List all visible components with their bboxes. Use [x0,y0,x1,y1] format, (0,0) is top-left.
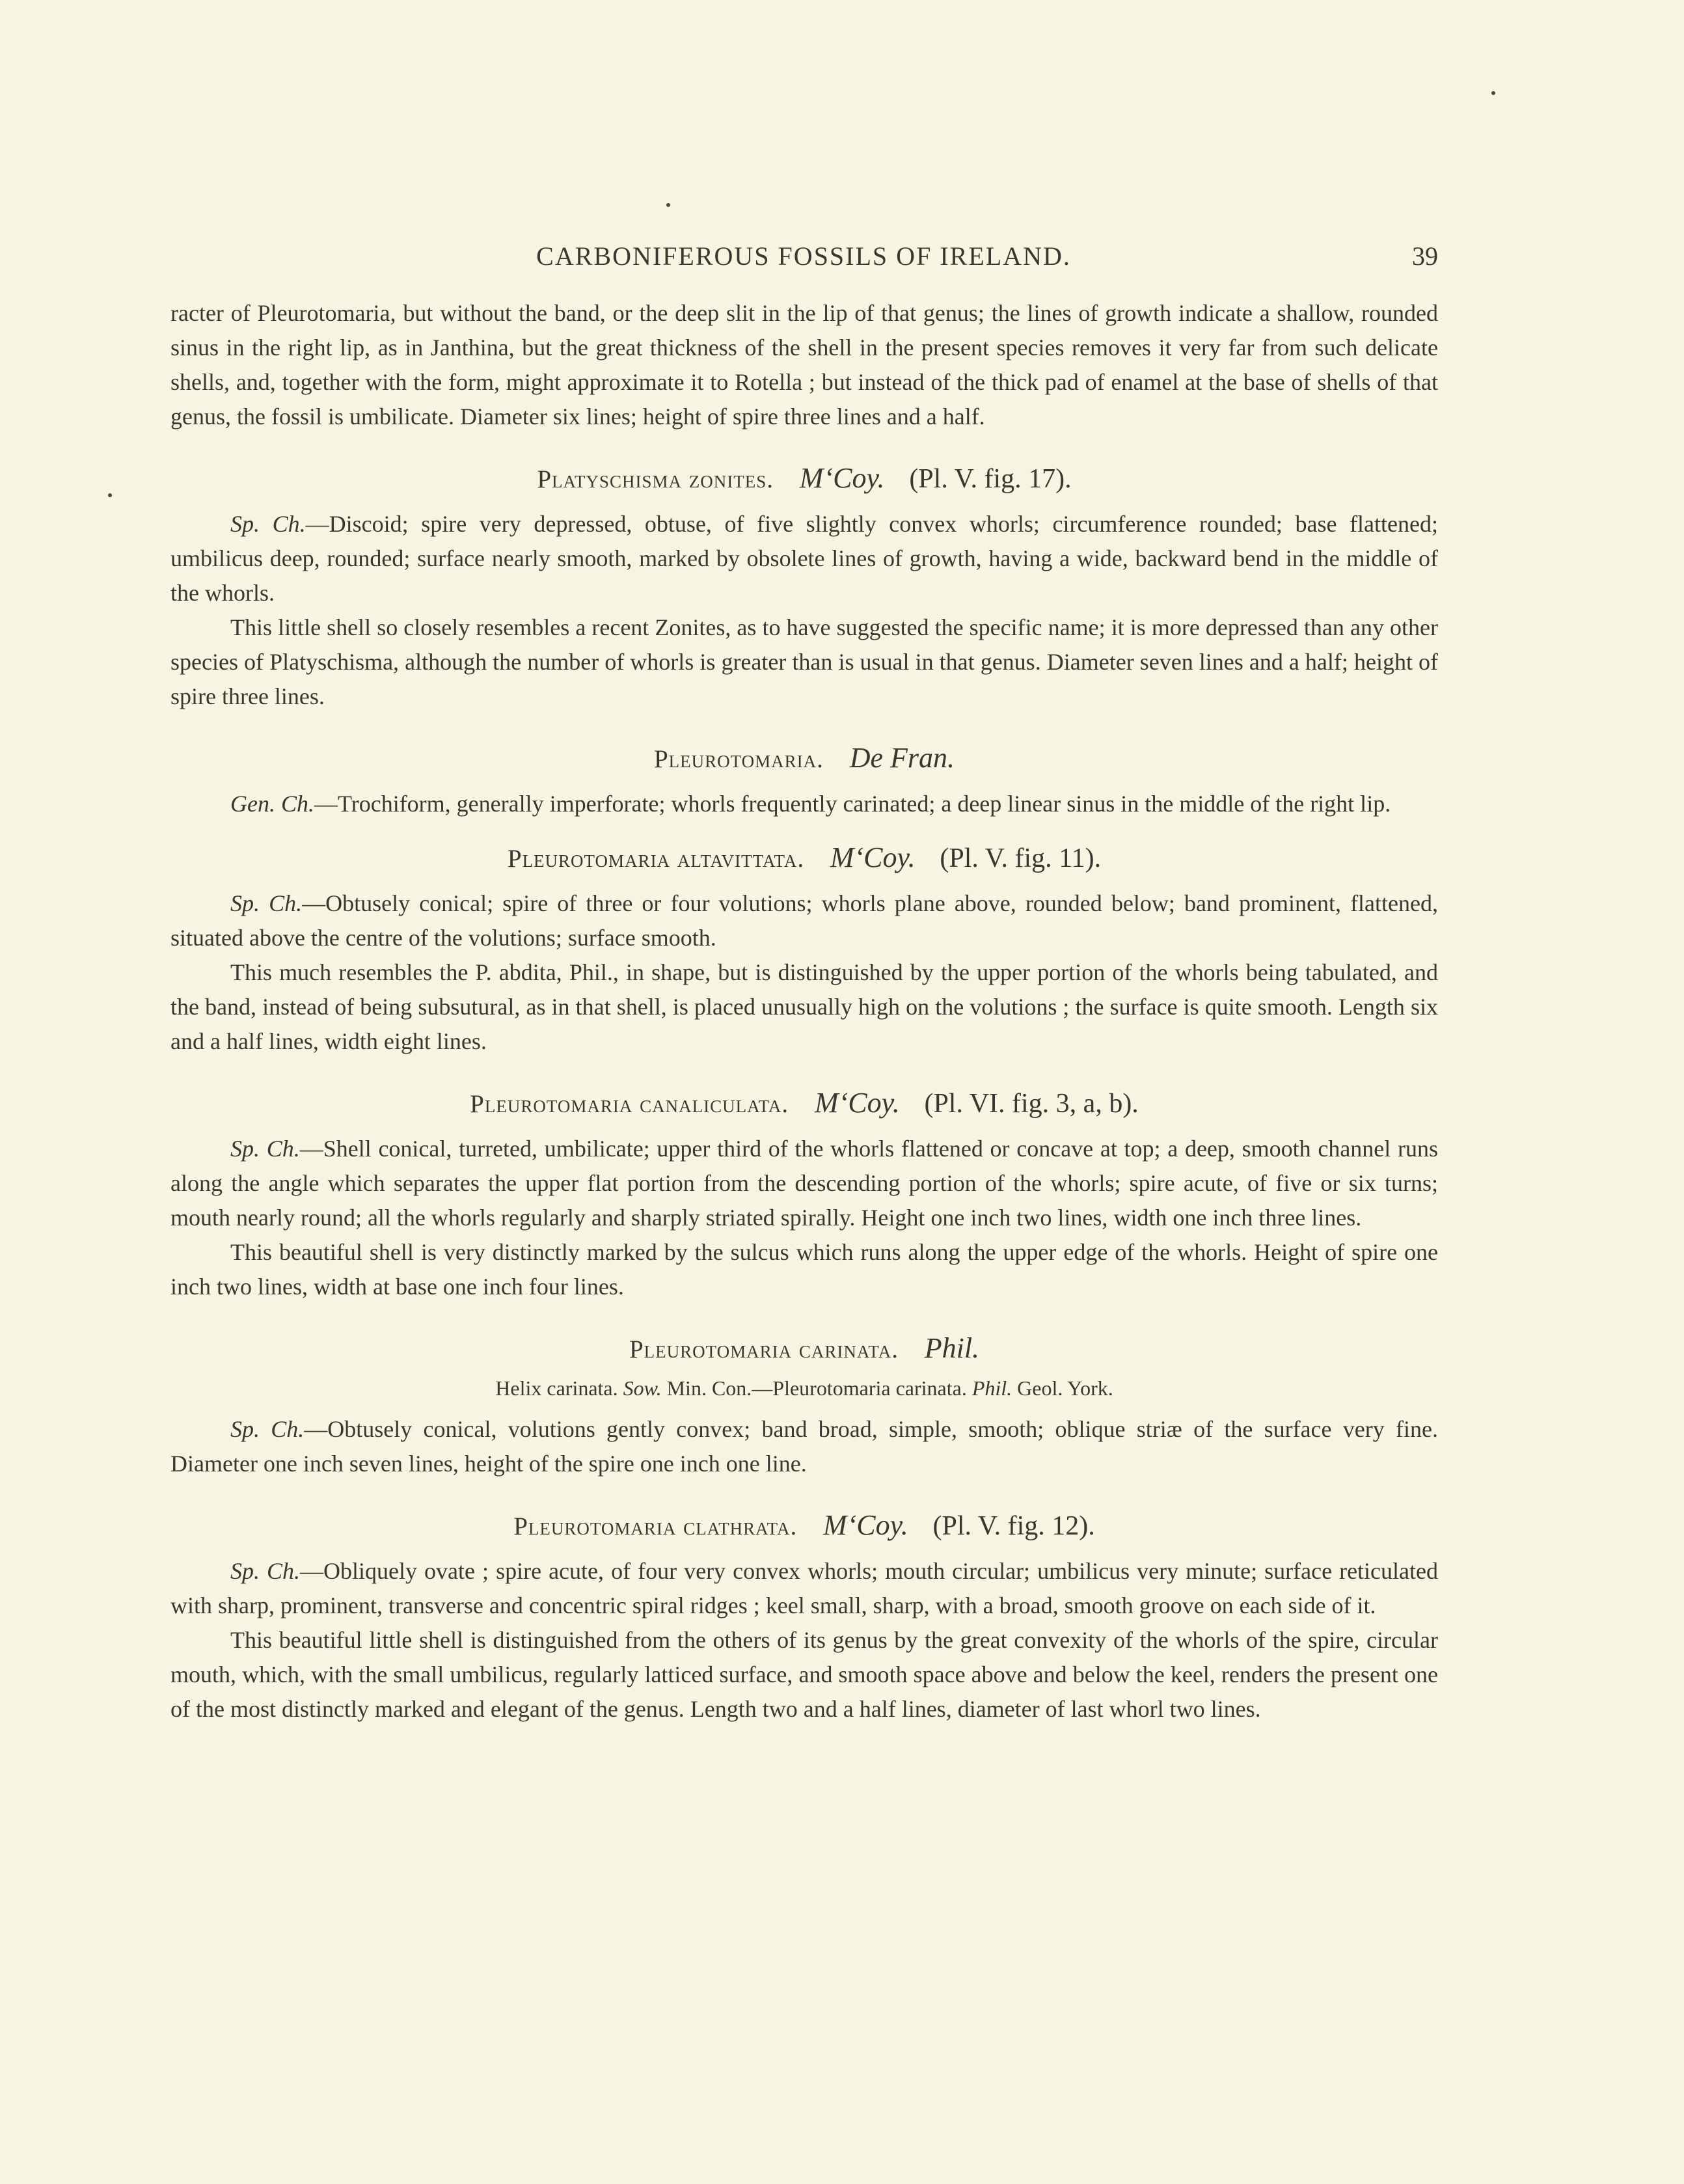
species-characters [170,1132,1438,1235]
species-heading-canaliculata [170,1085,1438,1123]
ink-speck [1491,91,1495,95]
synonymy-line [170,1372,1438,1404]
characters-text: —Obliquely ovate ; spire acute, of four very convex whorls; mouth circular; umbilicus very minute; surface reticulated with sharp, prominent, transverse and concentric spiral ridges ; keel small, sharp, with a broad, smooth groove on each side of it. [170,1558,1438,1618]
synonym-author: Sow. [623,1376,662,1400]
species-remarks: This beautiful little shell is distinguished from the others of its genus by the great convexity of the whorls of the spire, circular mouth, which, with the small umbilicus, regularly latticed surface, and smooth space above and below the keel, renders the present one of the most distinctly marked and elegant of the genus. Length two and a half lines, diameter of last whorl two lines. [170,1627,1438,1722]
species-author: M‘Coy. [830,841,916,873]
species-characters [170,1412,1438,1481]
ink-speck [108,493,112,497]
page-body [170,296,1438,1727]
species-heading-zonites [170,460,1438,498]
species-characters [170,886,1438,955]
genus-author: De Fran. [849,742,955,774]
species-author: M‘Coy. [814,1087,900,1119]
species-heading-altavittata [170,839,1438,877]
plate-reference: (Pl. V. fig. 17). [909,464,1072,494]
species-remarks: This beautiful shell is very distinctly marked by the sulcus which runs along the upper edge of the whorls. Height of spire one inch two lines, width at base one inch four lines. [170,1239,1438,1300]
species-characters [170,507,1438,610]
genus-heading [170,740,1438,778]
characters-text: —Trochiform, generally imperforate; whorls frequently carinated; a deep linear sinus in the middle of the right lip. [314,791,1391,817]
characters-label: Sp. Ch. [230,890,303,916]
synonym-part: Geol. York. [1017,1376,1113,1400]
species-heading-clathrata [170,1507,1438,1545]
plate-reference: (Pl. V. fig. 12). [932,1511,1095,1541]
synonym-part: Min. Con.—Pleurotomaria carinata. [666,1376,967,1400]
species-remarks: This little shell so closely resembles a recent Zonites, as to have suggested the specific name; it is more depressed than any other species of Platyschisma, although the number of whorls is greater than is usual in that genus. Diameter seven lines and a half; height of spire three lines. [170,614,1438,709]
species-name: Pleurotomaria clathrata. [513,1512,798,1540]
running-title: CARBONIFEROUS FOSSILS OF IRELAND. [536,241,1071,271]
species-characters [170,1554,1438,1623]
characters-label: Gen. Ch. [230,791,314,817]
species-author: M‘Coy. [799,462,885,494]
species-name: Platyschisma zonites. [537,465,774,493]
characters-label: Sp. Ch. [230,1558,301,1584]
characters-text: —Shell conical, turreted, umbilicate; upper third of the whorls flattened or concave at top; a deep, smooth channel runs along the angle which separates the upper flat portion from the descending portion of the whorls; spire acute, of five or six turns; mouth nearly round; all the whorls regularly and sharply striated spirally. Height one inch two lines, width one inch three lines. [170,1136,1438,1231]
species-name: Pleurotomaria carinata. [629,1335,899,1363]
characters-label: Sp. Ch. [230,1136,300,1162]
plate-reference: (Pl. VI. fig. 3, a, b). [924,1089,1139,1119]
species-author: Phil. [924,1332,980,1364]
synonym-part: Helix carinata. [495,1376,618,1400]
genus-characters [170,787,1438,821]
species-name: Pleurotomaria canaliculata. [470,1090,789,1118]
species-heading-carinata [170,1330,1438,1368]
species-author: M‘Coy. [822,1509,908,1541]
species-remarks: This much resembles the P. abdita, Phil., in shape, but is distinguished by the upper portion of the whorls being tabulated, and the band, instead of being subsutural, as in that shell, is placed unusually high on the volutions ; the surface is quite smooth. Length six and a half lines, width eight lines. [170,959,1438,1054]
running-head [169,241,1438,280]
characters-text: —Obtusely conical; spire of three or four volutions; whorls plane above, rounded below; band prominent, flattened, situated above the centre of the volutions; surface smooth. [170,890,1438,951]
genus-name: Pleurotomaria. [653,745,824,773]
characters-label: Sp. Ch. [230,1416,305,1442]
synonym-author: Phil. [971,1376,1012,1400]
ink-speck [666,203,670,207]
species-name: Pleurotomaria altavittata. [507,845,805,873]
characters-text: —Obtusely conical, volutions gently convex; band broad, simple, smooth; oblique striæ of the surface very fine. Diameter one inch seven lines, height of the spire one inch one line. [170,1416,1438,1477]
intro-paragraph: racter of Pleurotomaria, but without the band, or the deep slit in the lip of that genus; the lines of growth indicate a shallow, rounded sinus in the right lip, as in Janthina, but the great thickness of the shell in the present species removes it very far from such delicate shells, and, together with the form, might approximate it to Rotella ; but instead of the thick pad of enamel at the base of shells of that genus, the fossil is umbilicate. Diameter six lines; height of spire three lines and a half. [170,300,1438,430]
characters-text: —Discoid; spire very depressed, obtuse, of five slightly convex whorls; circumference rounded; base flattened; umbilicus deep, rounded; surface nearly smooth, marked by obsolete lines of growth, having a wide, backward bend in the middle of the whorls. [170,511,1438,606]
page-number: 39 [1412,241,1438,271]
plate-reference: (Pl. V. fig. 11). [940,843,1102,873]
characters-label: Sp. Ch. [230,511,306,537]
